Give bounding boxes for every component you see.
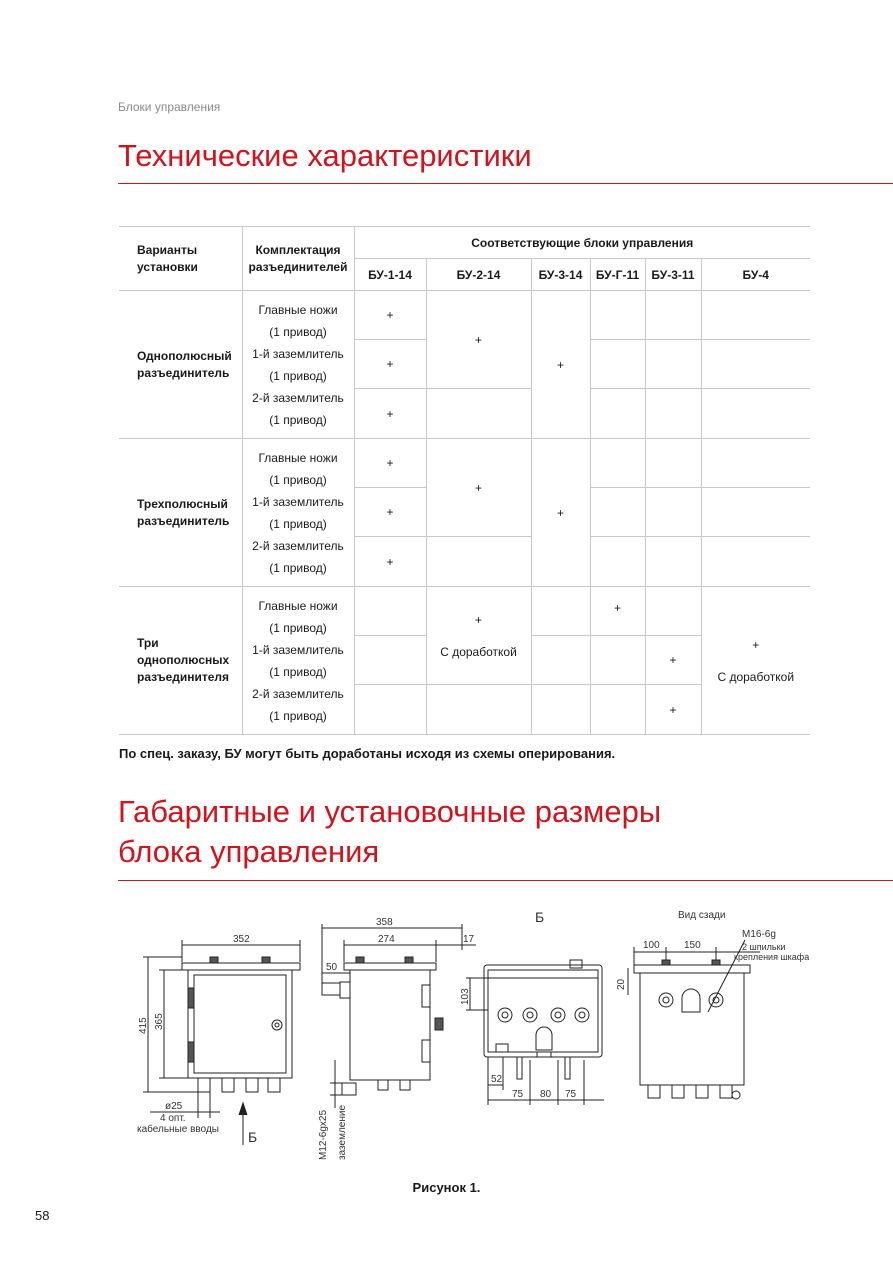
kit-cell bbox=[242, 291, 354, 439]
unit-header: БУ-Г-11 bbox=[590, 259, 645, 291]
header-kit: Комплектация разъединителей bbox=[242, 227, 354, 291]
figure-caption: Рисунок 1. bbox=[412, 1180, 481, 1195]
back-view bbox=[628, 940, 760, 1099]
section-title-dimensions-line1: Габаритные и установочные размеры bbox=[118, 794, 662, 829]
view-title: Вид сзади bbox=[678, 910, 726, 921]
plus-mark: + bbox=[426, 439, 531, 537]
dim-label: 50 bbox=[326, 962, 338, 973]
side-view bbox=[322, 924, 476, 1108]
group-label: Трехполюсный разъединитель bbox=[119, 439, 242, 587]
bottom-view-b bbox=[466, 960, 604, 1105]
dim-label: 150 bbox=[684, 940, 701, 951]
dim-label: кабельные вводы bbox=[137, 1124, 219, 1135]
plus-mark: + bbox=[354, 439, 426, 488]
dimension-drawing bbox=[0, 895, 893, 1175]
plus-mark: + bbox=[474, 612, 482, 627]
kit-line: (1 привод) bbox=[269, 324, 327, 339]
modified-label: С доработкой bbox=[717, 669, 795, 684]
special-order-note: По спец. заказу, БУ могут быть доработаны исходя из схемы оперирования. bbox=[119, 746, 616, 761]
plus-mark: + bbox=[531, 291, 590, 439]
dim-label: 2 шпильки bbox=[742, 942, 786, 952]
dim-label: 100 bbox=[643, 940, 660, 951]
section-title-specs: Технические характеристики bbox=[118, 138, 532, 173]
dim-label: 358 bbox=[376, 917, 393, 928]
plus-mark: + bbox=[590, 587, 645, 636]
kit-line: 2-й заземлитель bbox=[252, 390, 344, 405]
kit-line: (1 привод) bbox=[269, 368, 327, 383]
dim-label: 20 bbox=[616, 978, 627, 990]
kit-line: (1 привод) bbox=[269, 620, 327, 635]
dim-label: ø25 bbox=[165, 1101, 183, 1112]
unit-header: БУ-4 bbox=[701, 259, 810, 291]
kit-line: (1 привод) bbox=[269, 472, 327, 487]
dim-label: 75 bbox=[565, 1089, 577, 1100]
plus-mark: + bbox=[354, 488, 426, 537]
dim-label: 103 bbox=[460, 988, 471, 1005]
unit-header: БУ-3-11 bbox=[645, 259, 701, 291]
modified-label: С доработкой bbox=[440, 644, 517, 659]
kit-line: 2-й заземлитель bbox=[252, 538, 344, 553]
plus-mark: + bbox=[426, 291, 531, 389]
dim-label: 17 bbox=[463, 934, 475, 945]
dim-label: М12-6gx25 bbox=[318, 1109, 329, 1160]
dim-label: крепления шкафа bbox=[734, 952, 810, 962]
specs-table bbox=[119, 226, 810, 735]
title-rule bbox=[118, 880, 893, 881]
kit-line: 1-й заземлитель bbox=[252, 346, 344, 361]
kit-line: 2-й заземлитель bbox=[252, 686, 344, 701]
kit-cell bbox=[242, 439, 354, 587]
dim-label: М16-6g bbox=[742, 929, 776, 940]
section-title-dimensions-line2: блока управления bbox=[118, 834, 380, 869]
kit-line: Главные ножи bbox=[258, 450, 338, 465]
unit-header: БУ-1-14 bbox=[354, 259, 426, 291]
unit-header: БУ-2-14 bbox=[426, 259, 531, 291]
plus-mark: + bbox=[354, 389, 426, 439]
header-units-group: Соответствующие блоки управления bbox=[354, 227, 810, 259]
plus-mark: + bbox=[354, 291, 426, 340]
kit-line: (1 привод) bbox=[269, 664, 327, 679]
kit-line: (1 привод) bbox=[269, 560, 327, 575]
plus-mark: + bbox=[531, 439, 590, 587]
dim-label: 75 bbox=[512, 1089, 524, 1100]
group-label: Три однополюсных разъединителя bbox=[119, 587, 242, 735]
dim-label: 80 bbox=[540, 1089, 552, 1100]
kit-line: Главные ножи bbox=[258, 302, 338, 317]
dim-label: 52 bbox=[491, 1074, 503, 1085]
dim-label: 352 bbox=[233, 934, 250, 945]
plus-modified-cell bbox=[426, 587, 531, 685]
view-title: Б bbox=[535, 909, 545, 925]
kit-line: (1 привод) bbox=[269, 412, 327, 427]
plus-mark: + bbox=[645, 685, 701, 735]
kit-line: (1 привод) bbox=[269, 516, 327, 531]
plus-mark: + bbox=[752, 637, 760, 652]
kit-cell bbox=[242, 587, 354, 735]
dim-label: 274 bbox=[378, 934, 395, 945]
page-number: 58 bbox=[35, 1208, 50, 1223]
title-rule bbox=[118, 183, 893, 184]
dim-label: 365 bbox=[154, 1013, 165, 1030]
dim-label: 415 bbox=[138, 1017, 149, 1034]
kit-line: 1-й заземлитель bbox=[252, 642, 344, 657]
kit-line: Главные ножи bbox=[258, 598, 338, 613]
header-variants: Варианты установки bbox=[119, 227, 242, 291]
view-b-marker: Б bbox=[248, 1129, 258, 1145]
dim-label: 4 опт. bbox=[160, 1113, 186, 1124]
plus-mark: + bbox=[354, 340, 426, 389]
unit-header: БУ-3-14 bbox=[531, 259, 590, 291]
group-label: Однополюсный разъединитель bbox=[119, 291, 242, 439]
kit-line: (1 привод) bbox=[269, 708, 327, 723]
plus-mark: + bbox=[645, 636, 701, 685]
running-header: Блоки управления bbox=[118, 100, 221, 114]
plus-modified-cell bbox=[701, 587, 810, 735]
plus-mark: + bbox=[354, 537, 426, 587]
dim-label: заземление bbox=[337, 1104, 348, 1160]
kit-line: 1-й заземлитель bbox=[252, 494, 344, 509]
